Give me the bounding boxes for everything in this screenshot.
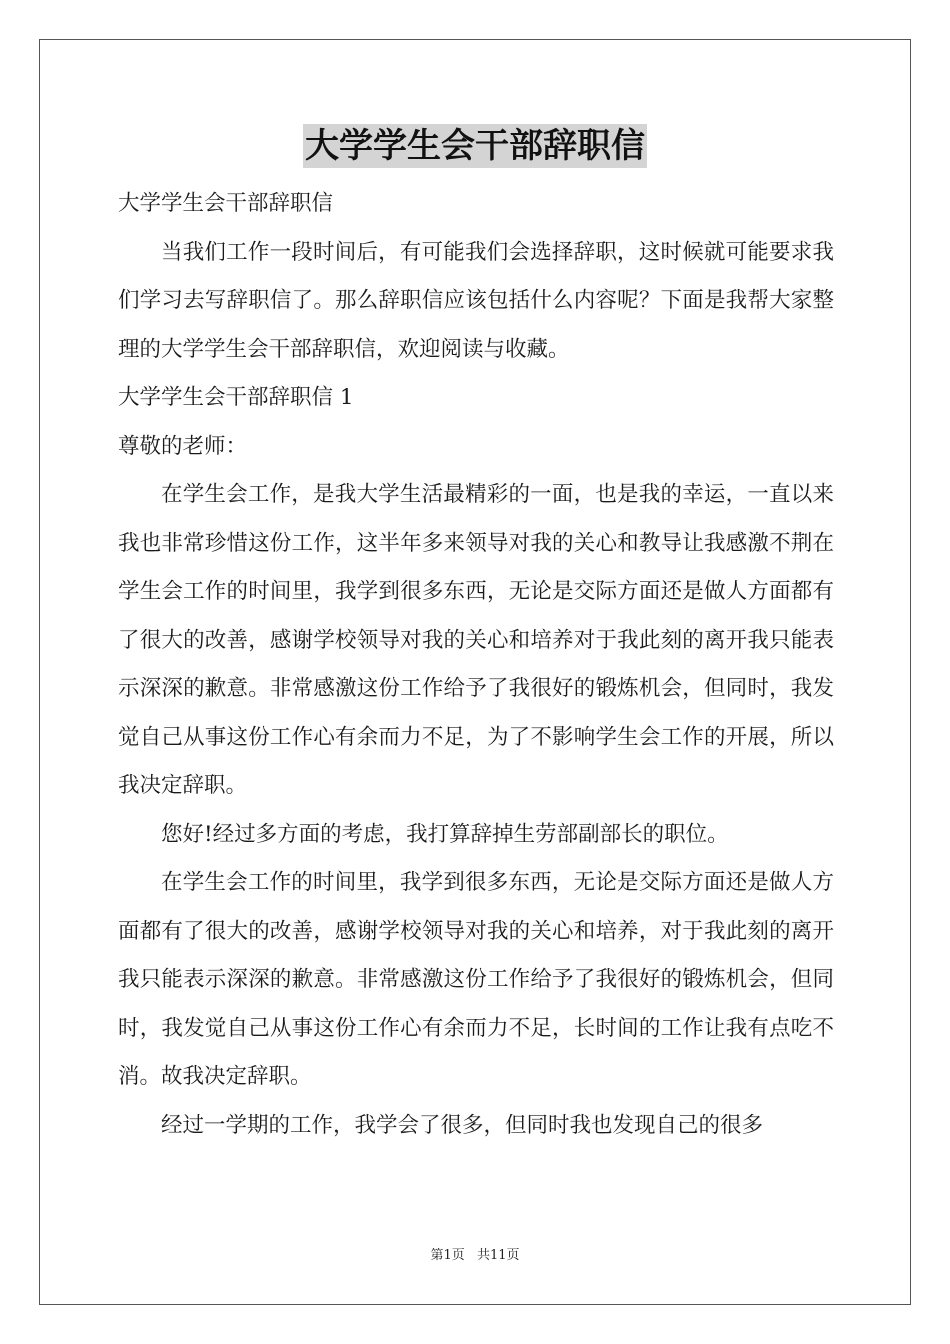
body-paragraph-4: 经过一学期的工作，我学会了很多，但同时我也发现自己的很多: [161, 1112, 764, 1138]
page-footer: [0, 1244, 950, 1263]
page-number: 第1页: [430, 1248, 465, 1263]
intro-paragraph: 当我们工作一段时间后，有可能我们会选择辞职，这时候就可能要求我们学习去写辞职信了。那么辞职信应该包括什么内容呢？下面是我帮大家整理的大学学生会干部辞职信，欢迎阅读与收藏。: [118, 239, 834, 362]
title-area: [0, 124, 950, 168]
document-subtitle: 大学学生会干部辞职信: [118, 191, 334, 216]
salutation: 尊敬的老师：: [118, 433, 248, 459]
body-paragraph-3: 在学生会工作的时间里，我学到很多东西，无论是交际方面还是做人方面都有了很大的改善，感谢学校领导对我的关心和培养，对于我此刻的离开我只能表示深深的歉意。非常感激这份工作给予了我很好的锻炼机会，但同时，我发觉自己从事这份工作心有余而力不足，长时间的工作让我有点吃不消。故我决定辞职。: [118, 870, 834, 1089]
body-paragraph-1: 在学生会工作，是我大学生活最精彩的一面，也是我的幸运，一直以来我也非常珍惜这份工作，这半年多来领导对我的关心和教导让我感激不荆在学生会工作的时间里，我学到很多东西，无论是交际方面还是做人方面都有了很大的改善，感谢学校领导对我的关心和培养对于我此刻的离开我只能表示深深的歉意。非常感激这份工作给予了我很好的锻炼机会，但同时，我发觉自己从事这份工作心有余而力不足，为了不影响学生会工作的开展，所以我决定辞职。: [118, 482, 834, 798]
document-body: [118, 180, 834, 1150]
document-title: 大学学生会干部辞职信: [305, 126, 645, 166]
page-total: 共11页: [476, 1248, 520, 1263]
section-heading: 大学学生会干部辞职信 1: [118, 385, 354, 410]
body-paragraph-2: 您好!经过多方面的考虑，我打算辞掉生劳部副部长的职位。: [161, 821, 729, 847]
